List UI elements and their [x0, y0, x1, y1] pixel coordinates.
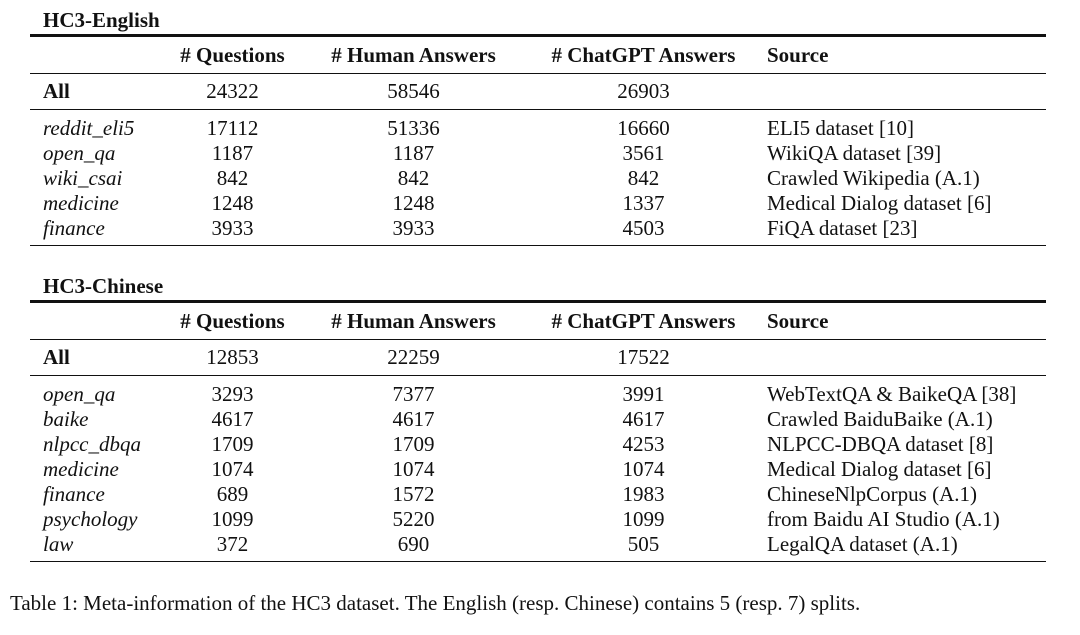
chatgpt-answers-count: 1099: [622, 507, 665, 531]
human-answers-count: 4617: [392, 407, 435, 431]
split-name: medicine: [43, 191, 119, 215]
all-row: [30, 340, 1046, 376]
chatgpt-answers-count: 505: [627, 532, 660, 556]
all-questions: 24322: [206, 79, 259, 103]
all-label: All: [43, 79, 70, 103]
source-text: ELI5 dataset [10]: [767, 116, 914, 140]
human-answers-count: 1074: [392, 457, 435, 481]
header-questions: # Questions: [180, 308, 285, 333]
table-row: [30, 191, 1046, 216]
source-text: Medical Dialog dataset [6]: [767, 457, 992, 481]
human-answers-count: 1572: [392, 482, 435, 506]
table-row: [30, 407, 1046, 432]
source-text: WikiQA dataset [39]: [767, 141, 942, 165]
header-row: [30, 36, 1046, 74]
questions-count: 1187: [211, 141, 254, 165]
source-text: Medical Dialog dataset [6]: [767, 191, 992, 215]
hc3-chinese-section: [30, 272, 1046, 562]
all-source: [760, 74, 1046, 110]
split-name: psychology: [43, 507, 138, 531]
split-name: reddit_eli5: [43, 116, 135, 140]
chatgpt-answers-count: 842: [627, 166, 660, 190]
table-row: [30, 110, 1046, 142]
chatgpt-answers-count: 1074: [622, 457, 665, 481]
table-caption: Table 1: Meta-information of the HC3 dataset. The English (resp. Chinese) contains 5 (resp. 7) splits.: [10, 591, 861, 615]
human-answers-count: 1248: [392, 191, 435, 215]
source-text: Crawled Wikipedia (A.1): [767, 166, 980, 190]
chatgpt-answers-count: 4617: [622, 407, 665, 431]
questions-count: 3293: [211, 382, 254, 406]
header-split: [30, 36, 165, 74]
split-name: nlpcc_dbqa: [43, 432, 141, 456]
questions-count: 3933: [211, 216, 254, 240]
split-name: law: [43, 532, 74, 556]
split-name: finance: [43, 216, 105, 240]
header-source: Source: [767, 308, 829, 333]
source-text: NLPCC-DBQA dataset [8]: [767, 432, 994, 456]
all-human-answers: 22259: [387, 345, 440, 369]
questions-count: 372: [216, 532, 249, 556]
table-row: [30, 482, 1046, 507]
split-name: open_qa: [43, 141, 116, 165]
table-row: [30, 166, 1046, 191]
table-row: [30, 432, 1046, 457]
questions-count: 842: [216, 166, 249, 190]
hc3-english-table: [30, 34, 1046, 246]
header-questions: # Questions: [180, 42, 285, 67]
all-chatgpt-answers: 26903: [617, 79, 670, 103]
split-name: open_qa: [43, 382, 116, 406]
header-source: Source: [767, 42, 829, 67]
human-answers-count: 1187: [392, 141, 435, 165]
header-chatgpt-answers: # ChatGPT Answers: [551, 308, 736, 333]
header-human-answers: # Human Answers: [331, 42, 496, 67]
table-row: [30, 216, 1046, 246]
human-answers-count: 3933: [392, 216, 435, 240]
table-row: [30, 507, 1046, 532]
source-text: FiQA dataset [23]: [767, 216, 918, 240]
questions-count: 4617: [211, 407, 254, 431]
chatgpt-answers-count: 4253: [622, 432, 665, 456]
source-text: from Baidu AI Studio (A.1): [767, 507, 1000, 531]
english-split-rows: [30, 110, 1046, 246]
split-name: baike: [43, 407, 89, 431]
human-answers-count: 1709: [392, 432, 435, 456]
questions-count: 1074: [211, 457, 254, 481]
all-questions: 12853: [206, 345, 259, 369]
chatgpt-answers-count: 3991: [622, 382, 665, 406]
source-text: ChineseNlpCorpus (A.1): [767, 482, 977, 506]
source-text: Crawled BaiduBaike (A.1): [767, 407, 993, 431]
questions-count: 689: [216, 482, 249, 506]
hc3-chinese-table: [30, 300, 1046, 562]
questions-count: 17112: [206, 116, 259, 140]
chatgpt-answers-count: 1983: [622, 482, 665, 506]
chatgpt-answers-count: 3561: [622, 141, 665, 165]
all-source: [760, 340, 1046, 376]
questions-count: 1099: [211, 507, 254, 531]
all-label: All: [43, 345, 70, 369]
human-answers-count: 5220: [392, 507, 435, 531]
source-text: WebTextQA & BaikeQA [38]: [767, 382, 1017, 406]
header-row: [30, 302, 1046, 340]
chatgpt-answers-count: 4503: [622, 216, 665, 240]
human-answers-count: 51336: [387, 116, 440, 140]
split-name: finance: [43, 482, 105, 506]
section-title-english: HC3-English: [43, 8, 160, 32]
table-row: [30, 141, 1046, 166]
human-answers-count: 842: [397, 166, 430, 190]
table-row: [30, 376, 1046, 408]
split-name: wiki_csai: [43, 166, 123, 190]
all-human-answers: 58546: [387, 79, 440, 103]
questions-count: 1248: [211, 191, 254, 215]
chinese-split-rows: [30, 376, 1046, 562]
header-chatgpt-answers: # ChatGPT Answers: [551, 42, 736, 67]
chatgpt-answers-count: 16660: [617, 116, 670, 140]
all-row: [30, 74, 1046, 110]
table-row: [30, 457, 1046, 482]
header-split: [30, 302, 165, 340]
table-row: [30, 532, 1046, 562]
header-human-answers: # Human Answers: [331, 308, 496, 333]
chatgpt-answers-count: 1337: [622, 191, 665, 215]
human-answers-count: 690: [397, 532, 430, 556]
questions-count: 1709: [211, 432, 254, 456]
section-title-chinese: HC3-Chinese: [43, 274, 164, 298]
human-answers-count: 7377: [392, 382, 435, 406]
hc3-english-section: [30, 6, 1046, 246]
source-text: LegalQA dataset (A.1): [767, 532, 958, 556]
split-name: medicine: [43, 457, 119, 481]
all-chatgpt-answers: 17522: [617, 345, 670, 369]
